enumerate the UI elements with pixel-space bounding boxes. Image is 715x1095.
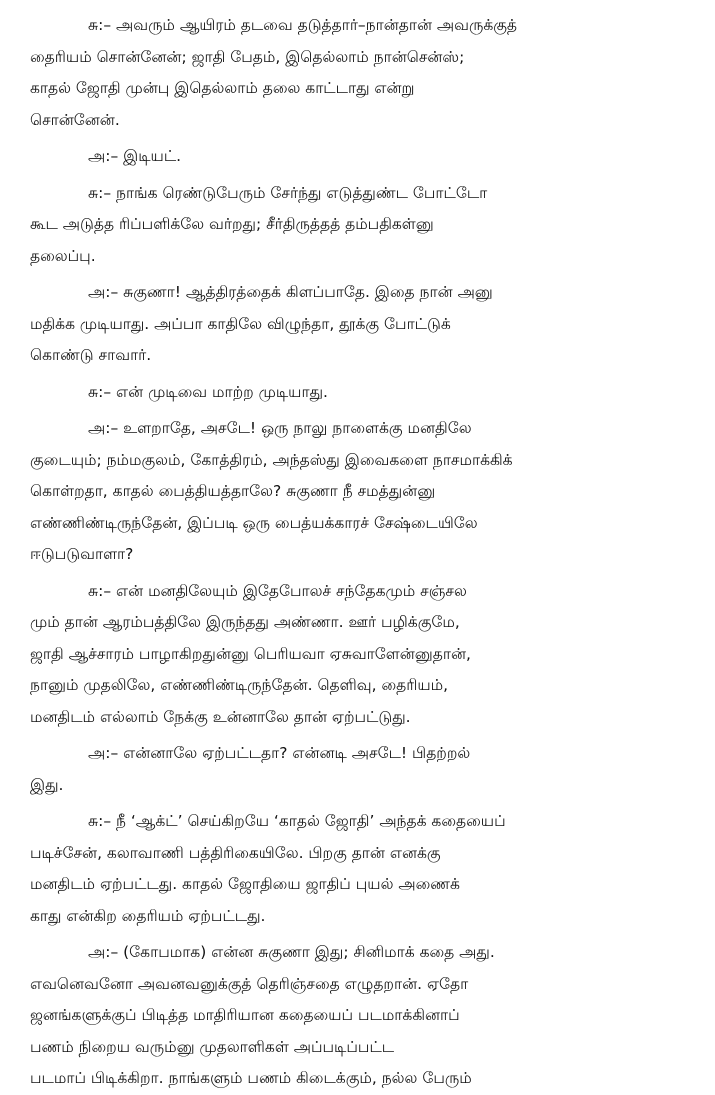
text-line: அ:– என்னாலே ஏற்பட்டதா? என்னடி அசடே! பிதற்றல் [88,744,471,762]
text-line: கொள்றதா, காதல் பைத்தியத்தாலே? சுகுணா நீ சமத்துன்னு [30,482,436,500]
text-line: எண்ணிண்டிருந்தேன், இப்படி ஒரு பைத்யக்காரச் சேஷ்டையிலே [30,513,478,532]
dialogue-paragraph-6 [30,413,697,571]
dialogue-paragraph-1 [30,10,697,136]
dialogue-paragraph-10 [30,937,697,1095]
text-line: குடையும்; நம்மகுலம், கோத்திரம், அந்தஸ்து இவைகளை நாசமாக்கிக் [30,450,513,469]
text-line: ஜாதி ஆச்சாரம் பாழாகிறதுன்னு பெரியவா ஏசுவாளேன்னுதான், [30,644,471,663]
dialogue-paragraph-4 [30,277,697,372]
text-line: எவனெவனோ அவனவனுக்குத் தெரிஞ்சதை எழுதறான். ஏதோ [30,974,469,993]
dialogue-paragraph-7 [30,576,697,734]
text-line: அ:– உளறாதே, அசடே! ஒரு நாலு நாளைக்கு மனதிலே [88,419,472,437]
text-line: சு:– நாங்க ரெண்டுபேரும் சேர்ந்து எடுத்துண்ட போட்டோ [88,183,488,202]
text-line: மும் தான் ஆரம்பத்திலே இருந்தது அண்ணா. ஊர் பழிக்குமே, [30,613,460,631]
dialogue-paragraph-3 [30,178,697,273]
text-line: கூட அடுத்த ரிப்பளிக்லே வர்றது; சீர்திருத்தத் தம்பதிகள்னு [30,215,434,233]
text-line: தைரியம் சொன்னேன்; ஜாதி பேதம், இதெல்லாம் நான்சென்ஸ்; [30,47,465,66]
dialogue-paragraph-9 [30,806,697,932]
text-line: நானும் முதலிலே, எண்ணிண்டிருந்தேன். தெளிவு, தைரியம், [30,676,449,694]
text-line: படிச்சேன், கலாவாணி பத்திரிகையிலே. பிறகு தான் எனக்கு [30,843,441,862]
text-line: சு:– என் மனதிலேயும் இதேபோலச் சந்தேகமும் சஞ்சல [88,581,467,600]
text-line: சு:– நீ ‘ஆக்ட்’ செய்கிறயே ‘காதல் ஜோதி’ அந்தக் கதையைப் [88,812,506,830]
text-line: சொன்னேன். [30,110,120,129]
text-line: காது என்கிற தைரியம் ஏற்பட்டது. [30,906,266,925]
text-line: மதிக்க முடியாது. அப்பா காதிலே விழுந்தா, தூக்கு போட்டுக் [30,314,451,333]
text-line: அ:– இடியட். [88,147,182,165]
text-line: மனதிடம் ஏற்பட்டது. காதல் ஜோதியை ஜாதிப் புயல் அணைக் [30,875,460,893]
dialogue-paragraph-8 [30,738,697,801]
text-line: சு:– அவரும் ஆயிரம் தடவை தடுத்தார்–நான்தான் அவருக்குத் [88,16,518,34]
text-line: மனதிடம் எல்லாம் நேக்கு உன்னாலே தான் ஏற்பட்டுது. [30,707,411,726]
dialogue-paragraph-2 [30,141,697,173]
text-line: கொண்டு சாவார். [30,346,152,364]
text-line: இது. [30,775,64,794]
text-line: அ:– சுகுணா! ஆத்திரத்தைக் கிளப்பாதே. இதை நான் அனு [88,283,493,301]
text-line: காதல் ஜோதி முன்பு இதெல்லாம் தலை காட்டாது என்று [30,79,415,97]
text-line: சு:– என் முடிவை மாற்ற முடியாது. [88,382,328,401]
text-line: தலைப்பு. [30,246,96,265]
text-line: அ:– (கோபமாக) என்ன சுகுணா இது; சினிமாக் கதை அது. [88,943,495,961]
text-line: படமாப் பிடிக்கிறா. நாங்களும் பணம் கிடைக்கும், நல்ல பேரும் [30,1069,472,1087]
text-line: ஜனங்களுக்குப் பிடித்த மாதிரியான கதையைப் படமாக்கினாப் [30,1006,460,1024]
text-line: பணம் நிறைய வரும்னு முதலாளிகள் அப்படிப்பட்ட [30,1037,395,1056]
dialogue-paragraph-5 [30,377,697,409]
text-line: ஈடுபடுவாளா? [30,545,134,563]
